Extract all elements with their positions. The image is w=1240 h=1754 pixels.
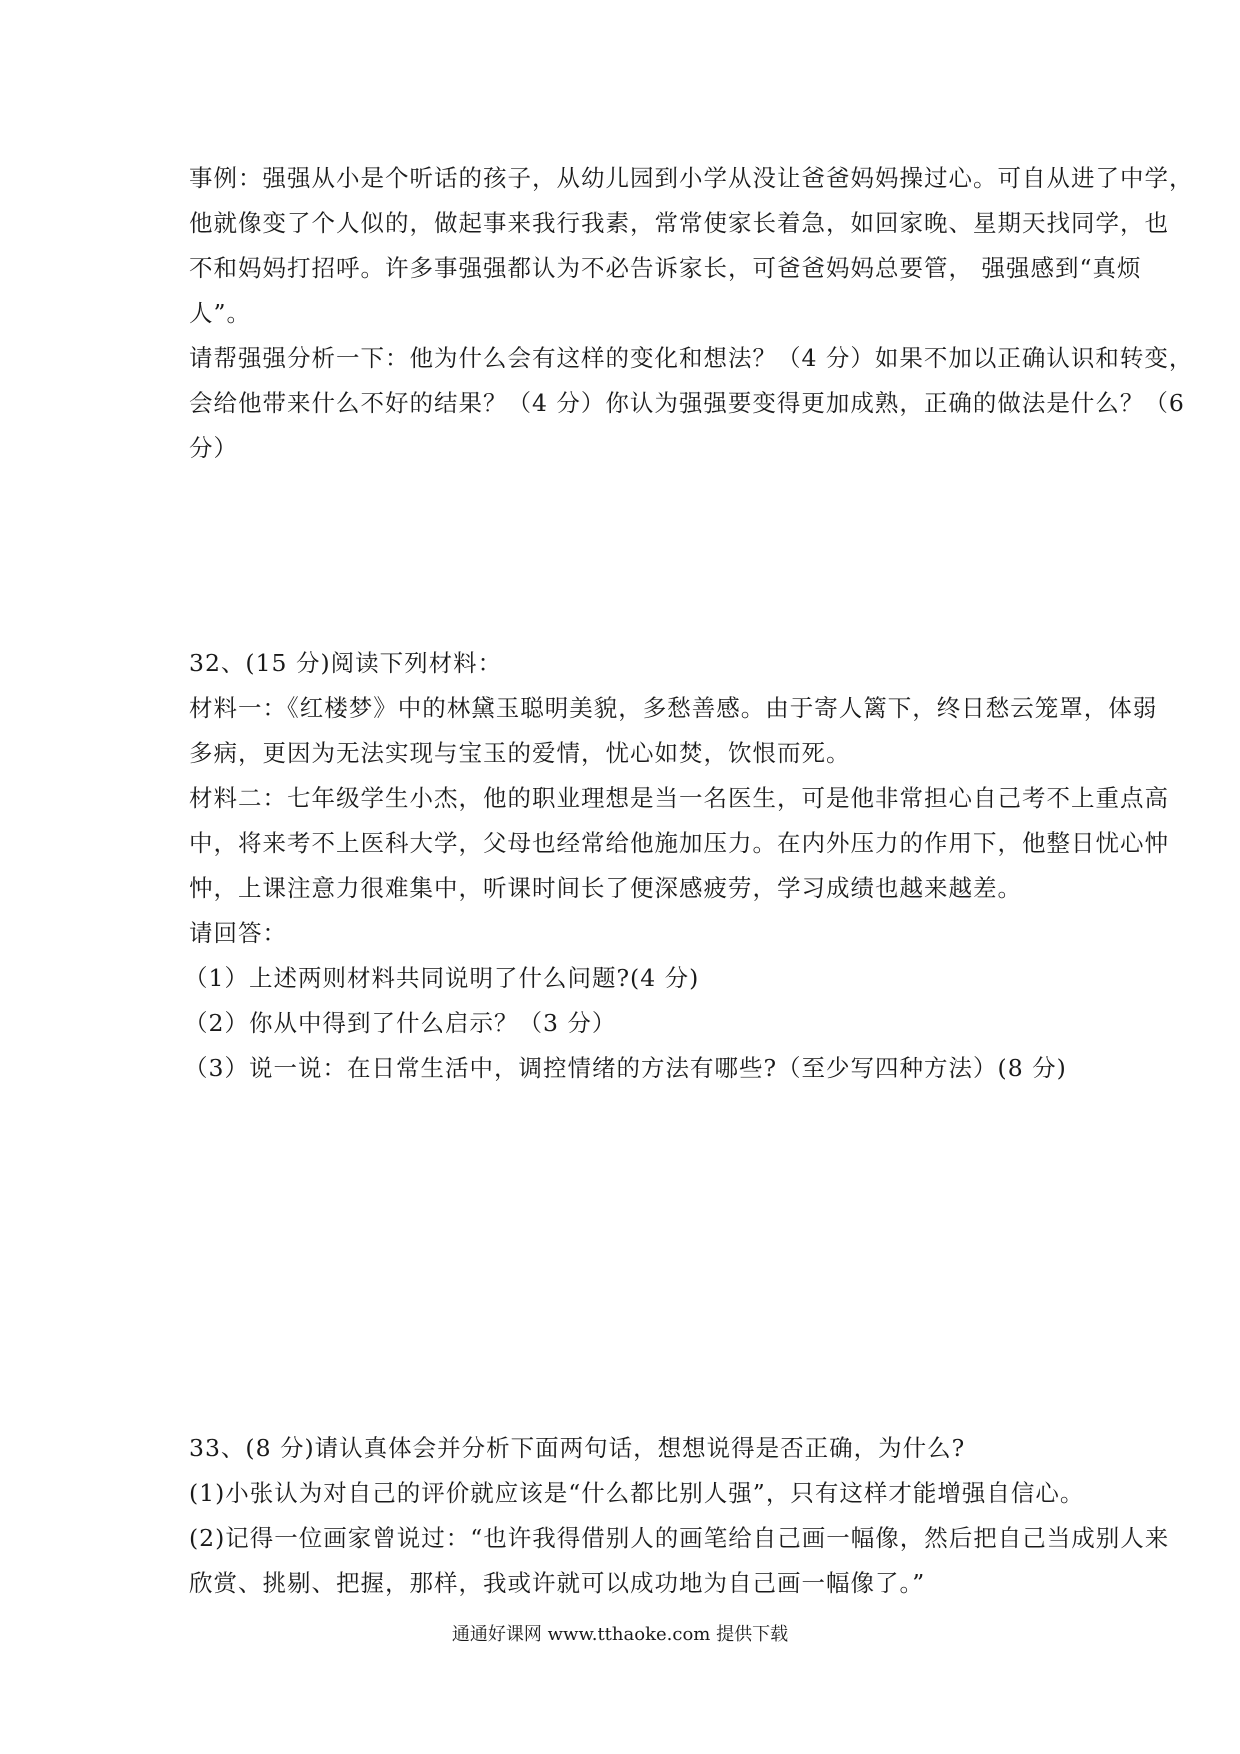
q33-line: (1)小张认为对自己的评价就应该是“什么都比别人强”，只有这样才能增强自信心。: [189, 1479, 1085, 1507]
page-footer: 通通好课网 www.tthaoke.com 提供下载: [451, 1624, 789, 1645]
q32-sub-question: （1）上述两则材料共同说明了什么问题?(4 分): [184, 964, 700, 992]
q33-line: (2)记得一位画家曾说过：“也许我得借别人的画笔给自己画一幅像，然后把自己当成别人来: [189, 1524, 1170, 1552]
q32-material-line: 材料二：七年级学生小杰，他的职业理想是当一名医生，可是他非常担心自己考不上重点高: [189, 784, 1169, 812]
q32-sub-question: （2）你从中得到了什么启示？（3 分）: [184, 1009, 617, 1037]
q32-sub-question: （3）说一说：在日常生活中，调控情绪的方法有哪些?（至少写四种方法）(8 分): [184, 1054, 1067, 1082]
q31-case-line: 他就像变了个人似的，做起事来我行我素，常常使家长着急，如回家晚、星期天找同学，也: [189, 209, 1169, 237]
q31-question-line: 请帮强强分析一下：他为什么会有这样的变化和想法？（4 分）如果不加以正确认识和转变，: [189, 344, 1194, 372]
q31-case-line: 不和妈妈打招呼。许多事强强都认为不必告诉家长，可爸爸妈妈总要管， 强强感到“真烦: [189, 254, 1142, 282]
q33-line: 欣赏、挑剔、把握，那样，我或许就可以成功地为自己画一幅像了。”: [189, 1569, 926, 1597]
q32-prompt: 请回答：: [189, 919, 287, 947]
q32-header: 32、(15 分)阅读下列材料：: [189, 649, 503, 677]
q33-header: 33、(8 分)请认真体会并分析下面两句话，想想说得是否正确，为什么?: [189, 1434, 966, 1462]
q32-material-line: 忡，上课注意力很难集中，听课时间长了便深感疲劳，学习成绩也越来越差。: [189, 874, 1022, 902]
q31-question-line: 会给他带来什么不好的结果？（4 分）你认为强强要变得更加成熟，正确的做法是什么？（6: [189, 389, 1185, 417]
q31-question-line: 分）: [189, 434, 238, 462]
q31-case-line: 事例：强强从小是个听话的孩子，从幼儿园到小学从没让爸爸妈妈操过心。可自从进了中学，: [189, 164, 1194, 192]
q32-material-line: 中，将来考不上医科大学，父母也经常给他施加压力。在内外压力的作用下，他整日忧心忡: [189, 829, 1169, 857]
q32-material-line: 多病，更因为无法实现与宝玉的爱情，忧心如焚，饮恨而死。: [189, 739, 851, 767]
q31-case-line: 人”。: [189, 299, 252, 327]
q32-material-line: 材料一：《红楼梦》中的林黛玉聪明美貌，多愁善感。由于寄人篱下，终日愁云笼罩，体弱: [189, 694, 1158, 722]
